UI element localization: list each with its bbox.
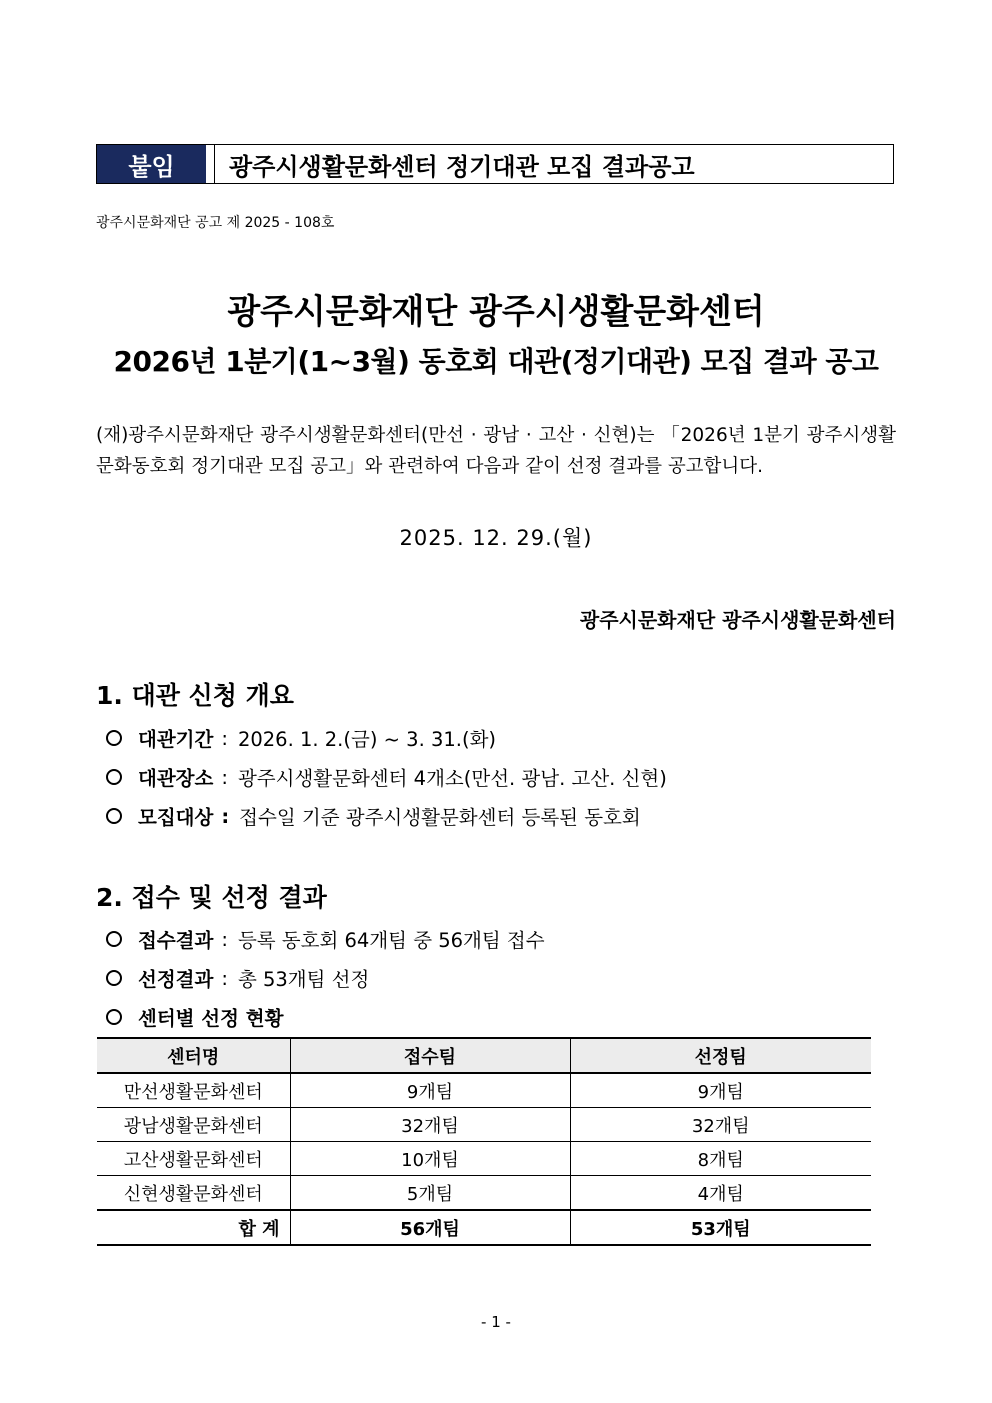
center-selection-table xyxy=(97,1037,871,1246)
bullet-key: 접수결과 xyxy=(138,929,214,952)
announcement-date: 2025. 12. 29.(월) xyxy=(399,526,593,550)
bullet-item xyxy=(106,763,667,791)
table-cell: 9개팀 xyxy=(570,1073,871,1108)
table-cell: 고산생활문화센터 xyxy=(97,1142,290,1176)
section2-heading: 2. 접수 및 선정 결과 xyxy=(96,883,327,912)
bullet-separator: : xyxy=(221,765,228,789)
circle-bullet-icon xyxy=(106,769,122,785)
table-row xyxy=(97,1176,871,1211)
table-row xyxy=(97,1142,871,1176)
total-cell: 53개팀 xyxy=(570,1210,871,1245)
table-cell: 만선생활문화센터 xyxy=(97,1073,290,1108)
circle-bullet-icon xyxy=(106,730,122,746)
table-cell: 신현생활문화센터 xyxy=(97,1176,290,1211)
column-header: 접수팀 xyxy=(290,1038,570,1073)
bullet-separator: : xyxy=(221,804,230,828)
table-cell: 8개팀 xyxy=(570,1142,871,1176)
table-cell: 9개팀 xyxy=(290,1073,570,1108)
bullet-value: 접수일 기준 광주시생활문화센터 등록된 동호회 xyxy=(239,806,641,829)
circle-bullet-icon xyxy=(106,931,122,947)
bullet-key: 모집대상 xyxy=(138,806,214,829)
section1-heading: 1. 대관 신청 개요 xyxy=(96,681,294,710)
intro-paragraph: (재)광주시문화재단 광주시생활문화센터(만선 · 광남 · 고산 · 신현)는 「2026년 1분기 광주시생활문화동호회 정기대관 모집 공고」와 관련하여 다음과 같이 선정 결과를 공고합니다. xyxy=(96,425,896,477)
notice-number: 광주시문화재단 공고 제 2025 - 108호 xyxy=(96,215,335,231)
page-number: - 1 - xyxy=(481,1313,511,1331)
attachment-title: 광주시생활문화센터 정기대관 모집 결과공고 xyxy=(229,152,695,181)
document-title-line1: 광주시문화재단 광주시생활문화센터 xyxy=(227,292,765,332)
circle-bullet-icon xyxy=(106,970,122,986)
bullet-key: 대관기간 xyxy=(138,728,214,751)
column-header: 선정팀 xyxy=(570,1038,871,1073)
bullet-item xyxy=(106,724,496,752)
bullet-key: 센터별 선정 현황 xyxy=(138,1007,284,1030)
circle-bullet-icon xyxy=(106,1009,122,1025)
table-row xyxy=(97,1108,871,1142)
column-header: 센터명 xyxy=(97,1038,290,1073)
total-cell: 56개팀 xyxy=(290,1210,570,1245)
circle-bullet-icon xyxy=(106,808,122,824)
total-label: 합 계 xyxy=(97,1210,290,1245)
bullet-item xyxy=(106,964,369,992)
bullet-separator: : xyxy=(221,966,228,990)
bullet-value: 2026. 1. 2.(금) ~ 3. 31.(화) xyxy=(237,728,497,751)
bullet-separator: : xyxy=(221,927,228,951)
bullet-key: 선정결과 xyxy=(138,968,214,991)
table-cell: 광남생활문화센터 xyxy=(97,1108,290,1142)
table-header-row xyxy=(97,1038,871,1073)
table-cell: 32개팀 xyxy=(290,1108,570,1142)
table-row xyxy=(97,1073,871,1108)
table-cell: 5개팀 xyxy=(290,1176,570,1211)
bullet-item xyxy=(106,925,545,953)
table-total-row xyxy=(97,1210,871,1245)
bullet-value: 광주시생활문화센터 4개소(만선. 광남. 고산. 신현) xyxy=(237,767,667,790)
attachment-divider xyxy=(206,145,215,183)
bullet-value: 등록 동호회 64개팀 중 56개팀 접수 xyxy=(237,929,545,952)
bullet-value: 총 53개팀 선정 xyxy=(237,968,370,991)
table-cell: 32개팀 xyxy=(570,1108,871,1142)
bullet-item xyxy=(106,1003,291,1031)
attachment-header xyxy=(96,144,894,184)
bullet-item xyxy=(106,802,641,830)
table-cell: 10개팀 xyxy=(290,1142,570,1176)
document-title-line2: 2026년 1분기(1~3월) 동호회 대관(정기대관) 모집 결과 공고 xyxy=(113,345,879,378)
issuing-organization: 광주시문화재단 광주시생활문화센터 xyxy=(579,608,896,632)
bullet-separator: : xyxy=(221,726,228,750)
table-cell: 4개팀 xyxy=(570,1176,871,1211)
attachment-tag: 붙임 xyxy=(97,145,206,183)
bullet-key: 대관장소 xyxy=(138,767,214,790)
